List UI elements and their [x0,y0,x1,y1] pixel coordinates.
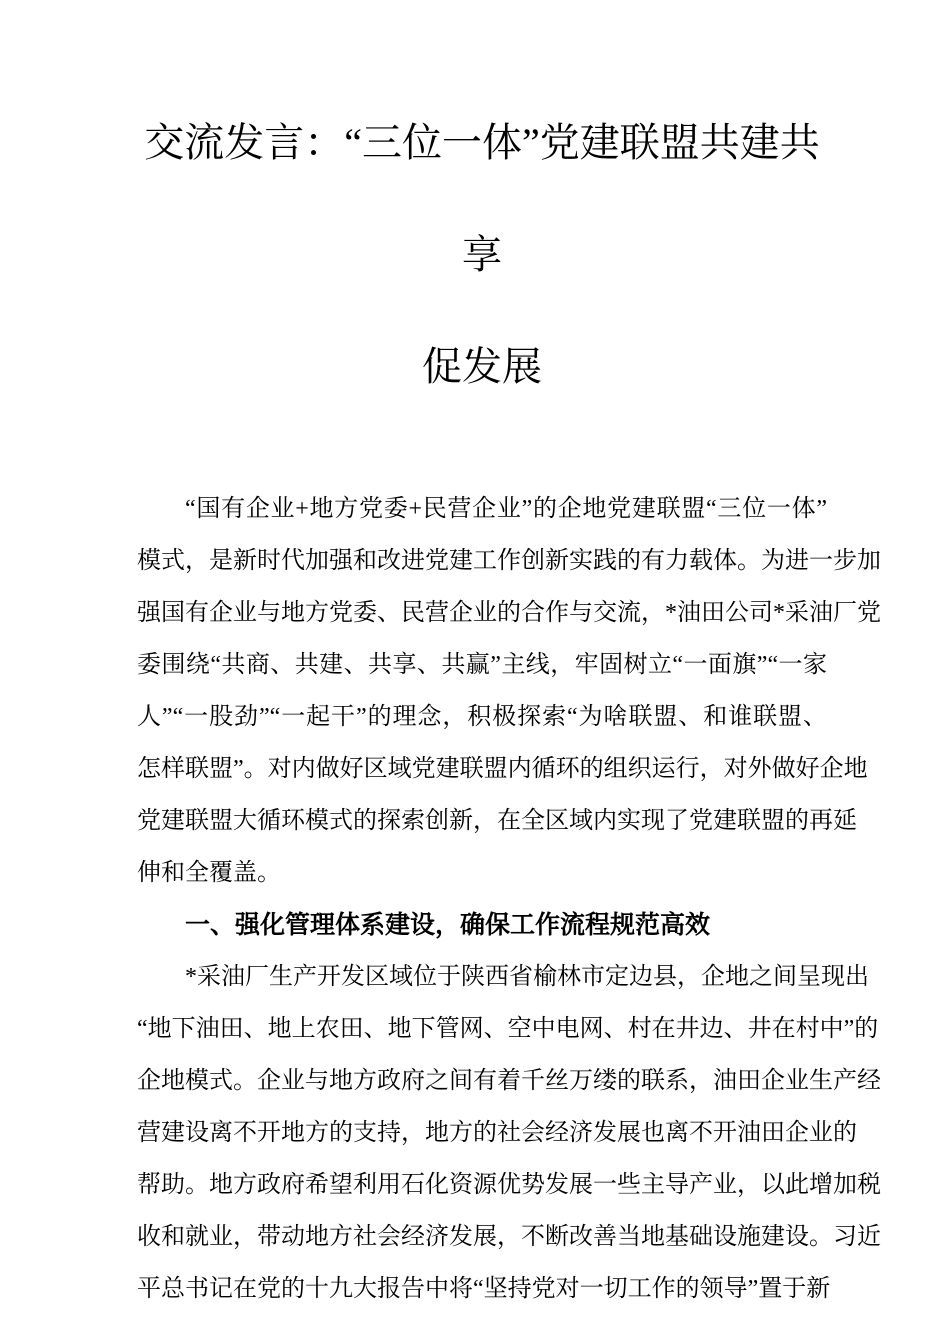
paragraph-line: 怎样联盟”。对内做好区域党建联盟内循环的组织运行，对外做好企地 [137,756,868,782]
paragraph-line: 收和就业，带动地方社会经济发展，不断改善当地基础设施建设。习近 [137,1224,881,1250]
title-line: 交流发言：“三位一体”党建联盟共建共享 [144,120,820,277]
paragraph-line: “国有企业+地方党委+民营企业”的企地党建联盟“三位一体” [185,496,827,522]
paragraph-line: *采油厂生产开发区域位于陕西省榆林市定边县，企地之间呈现出 [185,964,869,990]
section-heading: 一、强化管理体系建设，确保工作流程规范高效 [185,911,711,939]
paragraph-line: 人”“一股劲”“一起干”的理念，积极探索“为啥联盟、和谁联盟、 [137,704,827,730]
paragraph-line: 模式，是新时代加强和改进党建工作创新实践的有力载体。为进一步加 [137,548,881,574]
document-body [137,483,881,1315]
title-line: 促发展 [422,344,542,389]
paragraph-line: “地下油田、地上农田、地下管网、空中电网、村在井边、井在村中”的 [137,1016,879,1042]
paragraph-line: 平总书记在党的十九大报告中将“坚持党对一切工作的领导”置于新 [137,1276,831,1302]
paragraph-line: 帮助。地方政府希望利用石化资源优势发展一些主导产业，以此增加税 [137,1172,881,1198]
paragraph-line: 党建联盟大循环模式的探索创新，在全区域内实现了党建联盟的再延 [137,808,857,834]
document-title [137,87,827,423]
paragraph-line: 伸和全覆盖。 [137,860,281,886]
paragraph-line: 企地模式。企业与地方政府之间有着千丝万缕的联系，油田企业生产经 [137,1068,881,1094]
paragraph-line: 强国有企业与地方党委、民营企业的合作与交流，*油田公司*采油厂党 [137,600,881,626]
paragraph-line: 营建设离不开地方的支持，地方的社会经济发展也离不开油田企业的 [137,1120,857,1146]
paragraph-line: 委围绕“共商、共建、共享、共赢”主线，牢固树立“一面旗”“一家 [137,652,827,678]
